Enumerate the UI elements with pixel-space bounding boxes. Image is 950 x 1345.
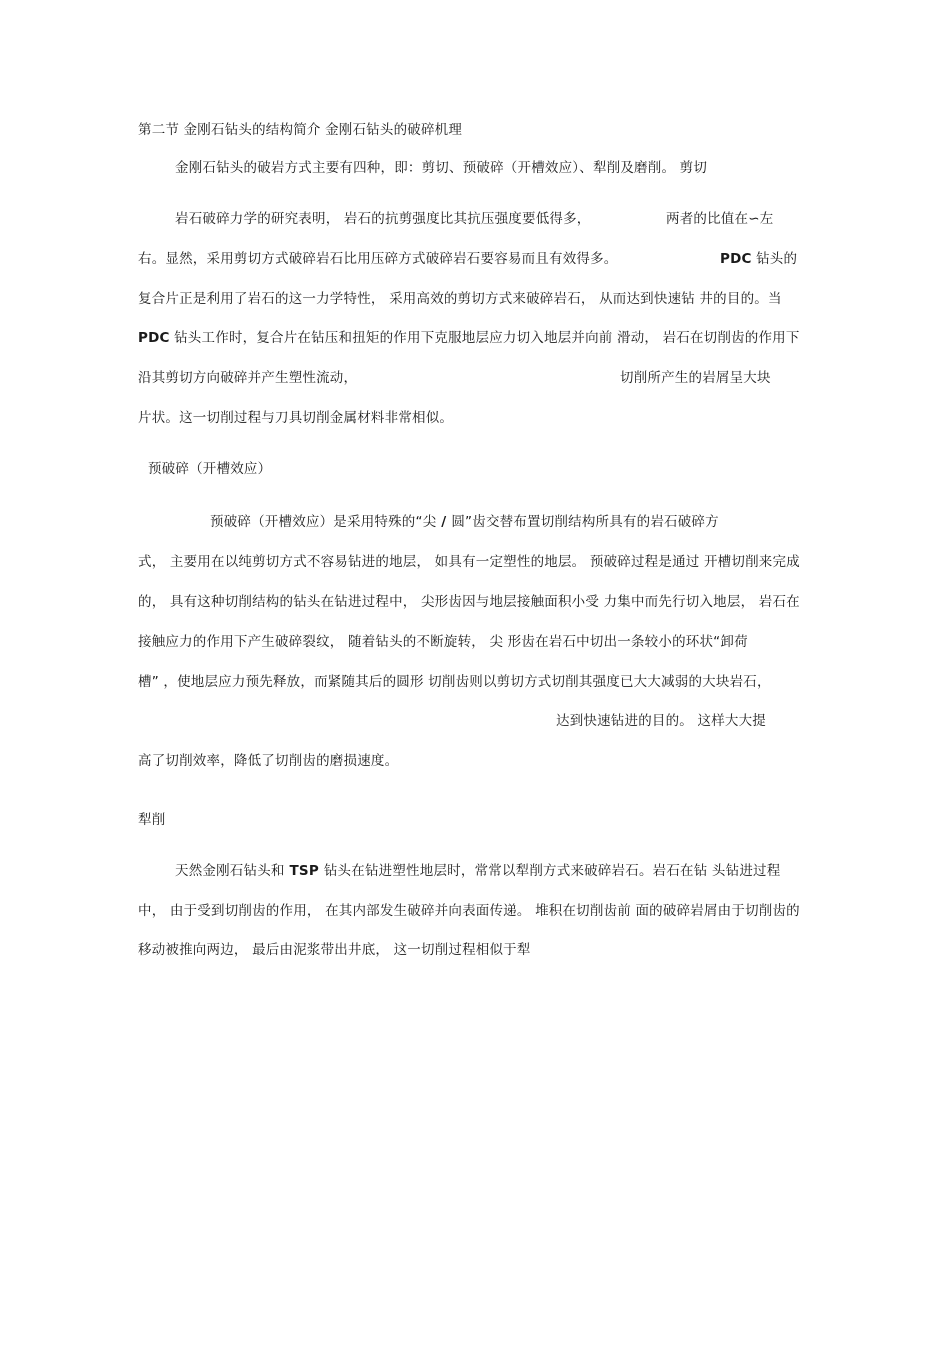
prebreak-line-1 (210, 513, 719, 531)
pdc-term: PDC (138, 330, 170, 346)
shear-line-1a: 岩石破碎力学的研究表明， 岩石的抗剪强度比其抗压强度要低得多， (175, 211, 591, 227)
prebreak-line-1a: 预破碎（开槽效应）是采用特殊的“尖 (210, 514, 437, 530)
prebreak-title: 预破碎（开槽效应） (148, 461, 272, 477)
slash-mark: / (436, 514, 452, 530)
shear-line-6: 片状。这一切削过程与刀具切削金属材料非常相似。 (138, 410, 454, 426)
shear-line-4 (138, 329, 800, 347)
tsp-term: TSP (284, 863, 324, 879)
shear-line-5b: 切削所产生的岩屑呈大块 (620, 370, 771, 386)
shear-line-2b-rest: 钻头的 (751, 251, 798, 267)
shear-line-1b: 两者的比值在∽左 (666, 211, 774, 227)
prebreak-line-7: 高了切削效率，降低了切削齿的磨损速度。 (138, 753, 399, 769)
shear-line-3: 复合片正是利用了岩石的这一力学特性， 采用高效的剪切方式来破碎岩石， 从而达到快速钻 井的目的。当 (138, 291, 782, 307)
plow-line-2: 中， 由于受到切削齿的作用， 在其内部发生破碎并向表面传递。 堆积在切削齿前 面的破碎岩屑由于切削齿的 (138, 903, 800, 919)
intro-line: 金刚石钻头的破岩方式主要有四种，即：剪切、预破碎（开槽效应）、犁削及磨削。 剪切 (175, 160, 708, 176)
prebreak-line-2: 式， 主要用在以纯剪切方式不容易钻进的地层， 如具有一定塑性的地层。 预破碎过程是通过 开槽切削来完成 (138, 554, 800, 570)
prebreak-line-6: 达到快速钻进的目的。 这样大大提 (556, 713, 766, 729)
prebreak-line-3: 的， 具有这种切削结构的钻头在钻进过程中， 尖形齿因与地层接触面积小受 力集中而先行切入地层， 岩石在 (138, 594, 800, 610)
pdc-term: PDC (720, 251, 752, 267)
plow-line-1b: 钻头在钻进塑性地层时，常常以犁削方式来破碎岩石。岩石在钻 头钻进过程 (323, 863, 781, 879)
prebreak-line-1b: 圆”齿交替布置切削结构所具有的岩石破碎方 (451, 514, 719, 530)
shear-line-2b (720, 250, 797, 268)
plow-line-1a: 天然金刚石钻头和 (175, 863, 285, 879)
shear-line-4-rest: 钻头工作时，复合片在钻压和扭矩的作用下克服地层应力切入地层并向前 滑动， 岩石在切削齿的作用下 (169, 330, 800, 346)
plow-line-1 (175, 862, 780, 880)
plow-title: 犁削 (138, 812, 166, 828)
prebreak-line-4: 接触应力的作用下产生破碎裂纹， 随着钻头的不断旋转， 尖 形齿在岩石中切出一条较小的环状“卸荷 (138, 634, 748, 650)
shear-line-2a: 右。显然，采用剪切方式破碎岩石比用压碎方式破碎岩石要容易而且有效得多。 (138, 251, 618, 267)
section-heading: 第二节 金刚石钻头的结构简介 金刚石钻头的破碎机理 (138, 122, 463, 138)
shear-line-5a: 沿其剪切方向破碎并产生塑性流动， (138, 370, 358, 386)
plow-line-3: 移动被推向两边， 最后由泥浆带出井底， 这一切削过程相似于犁 (138, 942, 531, 958)
prebreak-line-5: 槽” ，使地层应力预先释放，而紧随其后的圆形 切削齿则以剪切方式切削其强度已大大减弱的大块岩石， (138, 674, 771, 690)
